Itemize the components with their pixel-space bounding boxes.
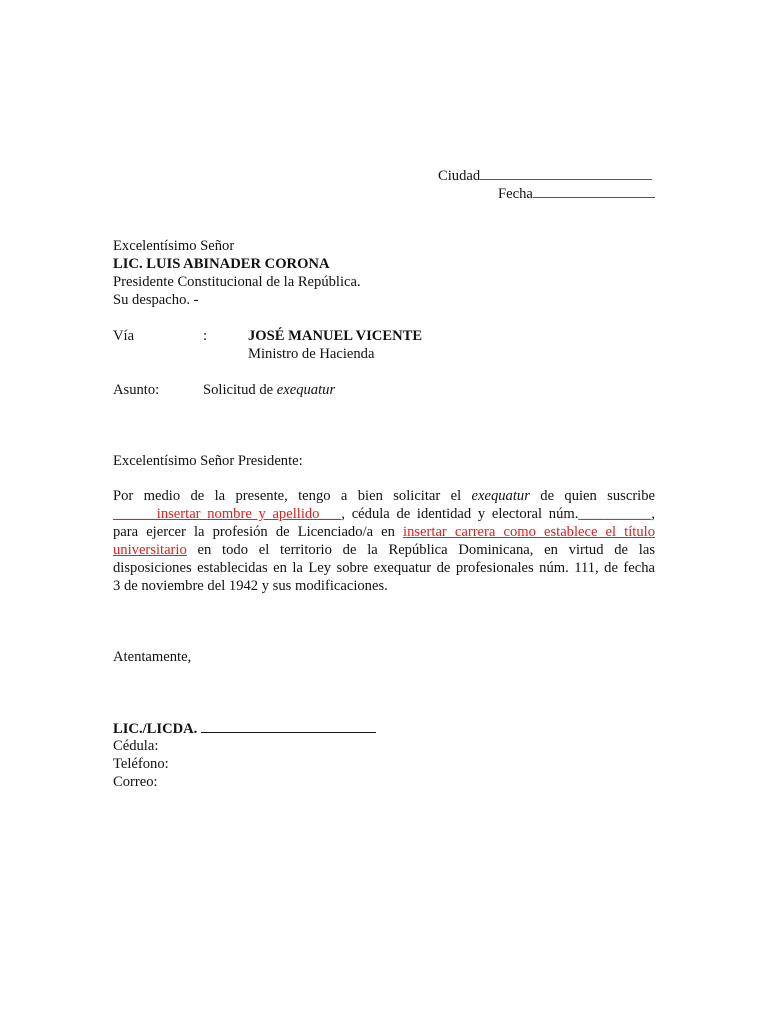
signature-blank xyxy=(201,719,376,733)
date-label: Fecha xyxy=(498,186,533,202)
addressee-salutation: Excelentísimo Señor xyxy=(113,238,235,254)
signature-email: Correo: xyxy=(113,774,158,790)
signature-title: LIC./LICDA. xyxy=(113,721,198,737)
body-line-4: universitario en todo el territorio de la República Dominicana, en virtud de las xyxy=(113,542,655,558)
addressee-name: LIC. LUIS ABINADER CORONA xyxy=(113,256,330,272)
city-line xyxy=(438,166,652,185)
date-line xyxy=(498,184,655,203)
body-line-5: disposiciones establecidas en la Ley sobre exequatur de profesionales núm. 111, de fecha xyxy=(113,560,655,576)
signature-id: Cédula: xyxy=(113,738,159,754)
date-blank xyxy=(533,184,655,198)
placeholder-career-cont: universitario xyxy=(113,542,187,558)
via-role: Ministro de Hacienda xyxy=(248,346,375,362)
body-line-6: 3 de noviembre del 1942 y sus modificaciones. xyxy=(113,578,388,594)
body-line-2: ______insertar nombre y apellido___, cédula de identidad y electoral núm.__________, xyxy=(113,506,655,522)
placeholder-career: insertar carrera como establece el título xyxy=(403,524,655,540)
closing: Atentamente, xyxy=(113,649,192,665)
addressee-office: Su despacho. - xyxy=(113,292,199,308)
signature-phone: Teléfono: xyxy=(113,756,169,772)
body-line-3: para ejercer la profesión de Licenciado/a en insertar carrera como establece el título xyxy=(113,524,655,540)
subject-label: Asunto: xyxy=(113,382,160,398)
via-name: JOSÉ MANUEL VICENTE xyxy=(248,328,423,344)
subject-text: Solicitud de exequatur xyxy=(203,382,336,398)
signature-line xyxy=(113,719,376,738)
placeholder-name: ______insertar nombre y apellido___ xyxy=(113,506,342,522)
via-colon: : xyxy=(203,328,208,344)
greeting: Excelentísimo Señor Presidente: xyxy=(113,453,303,469)
addressee-title: Presidente Constitucional de la República. xyxy=(113,274,361,290)
via-label: Vía xyxy=(113,328,135,344)
city-blank xyxy=(480,166,652,180)
body-line-1: Por medio de la presente, tengo a bien solicitar el exequatur de quien suscribe xyxy=(113,488,656,504)
city-label: Ciudad xyxy=(438,168,481,184)
